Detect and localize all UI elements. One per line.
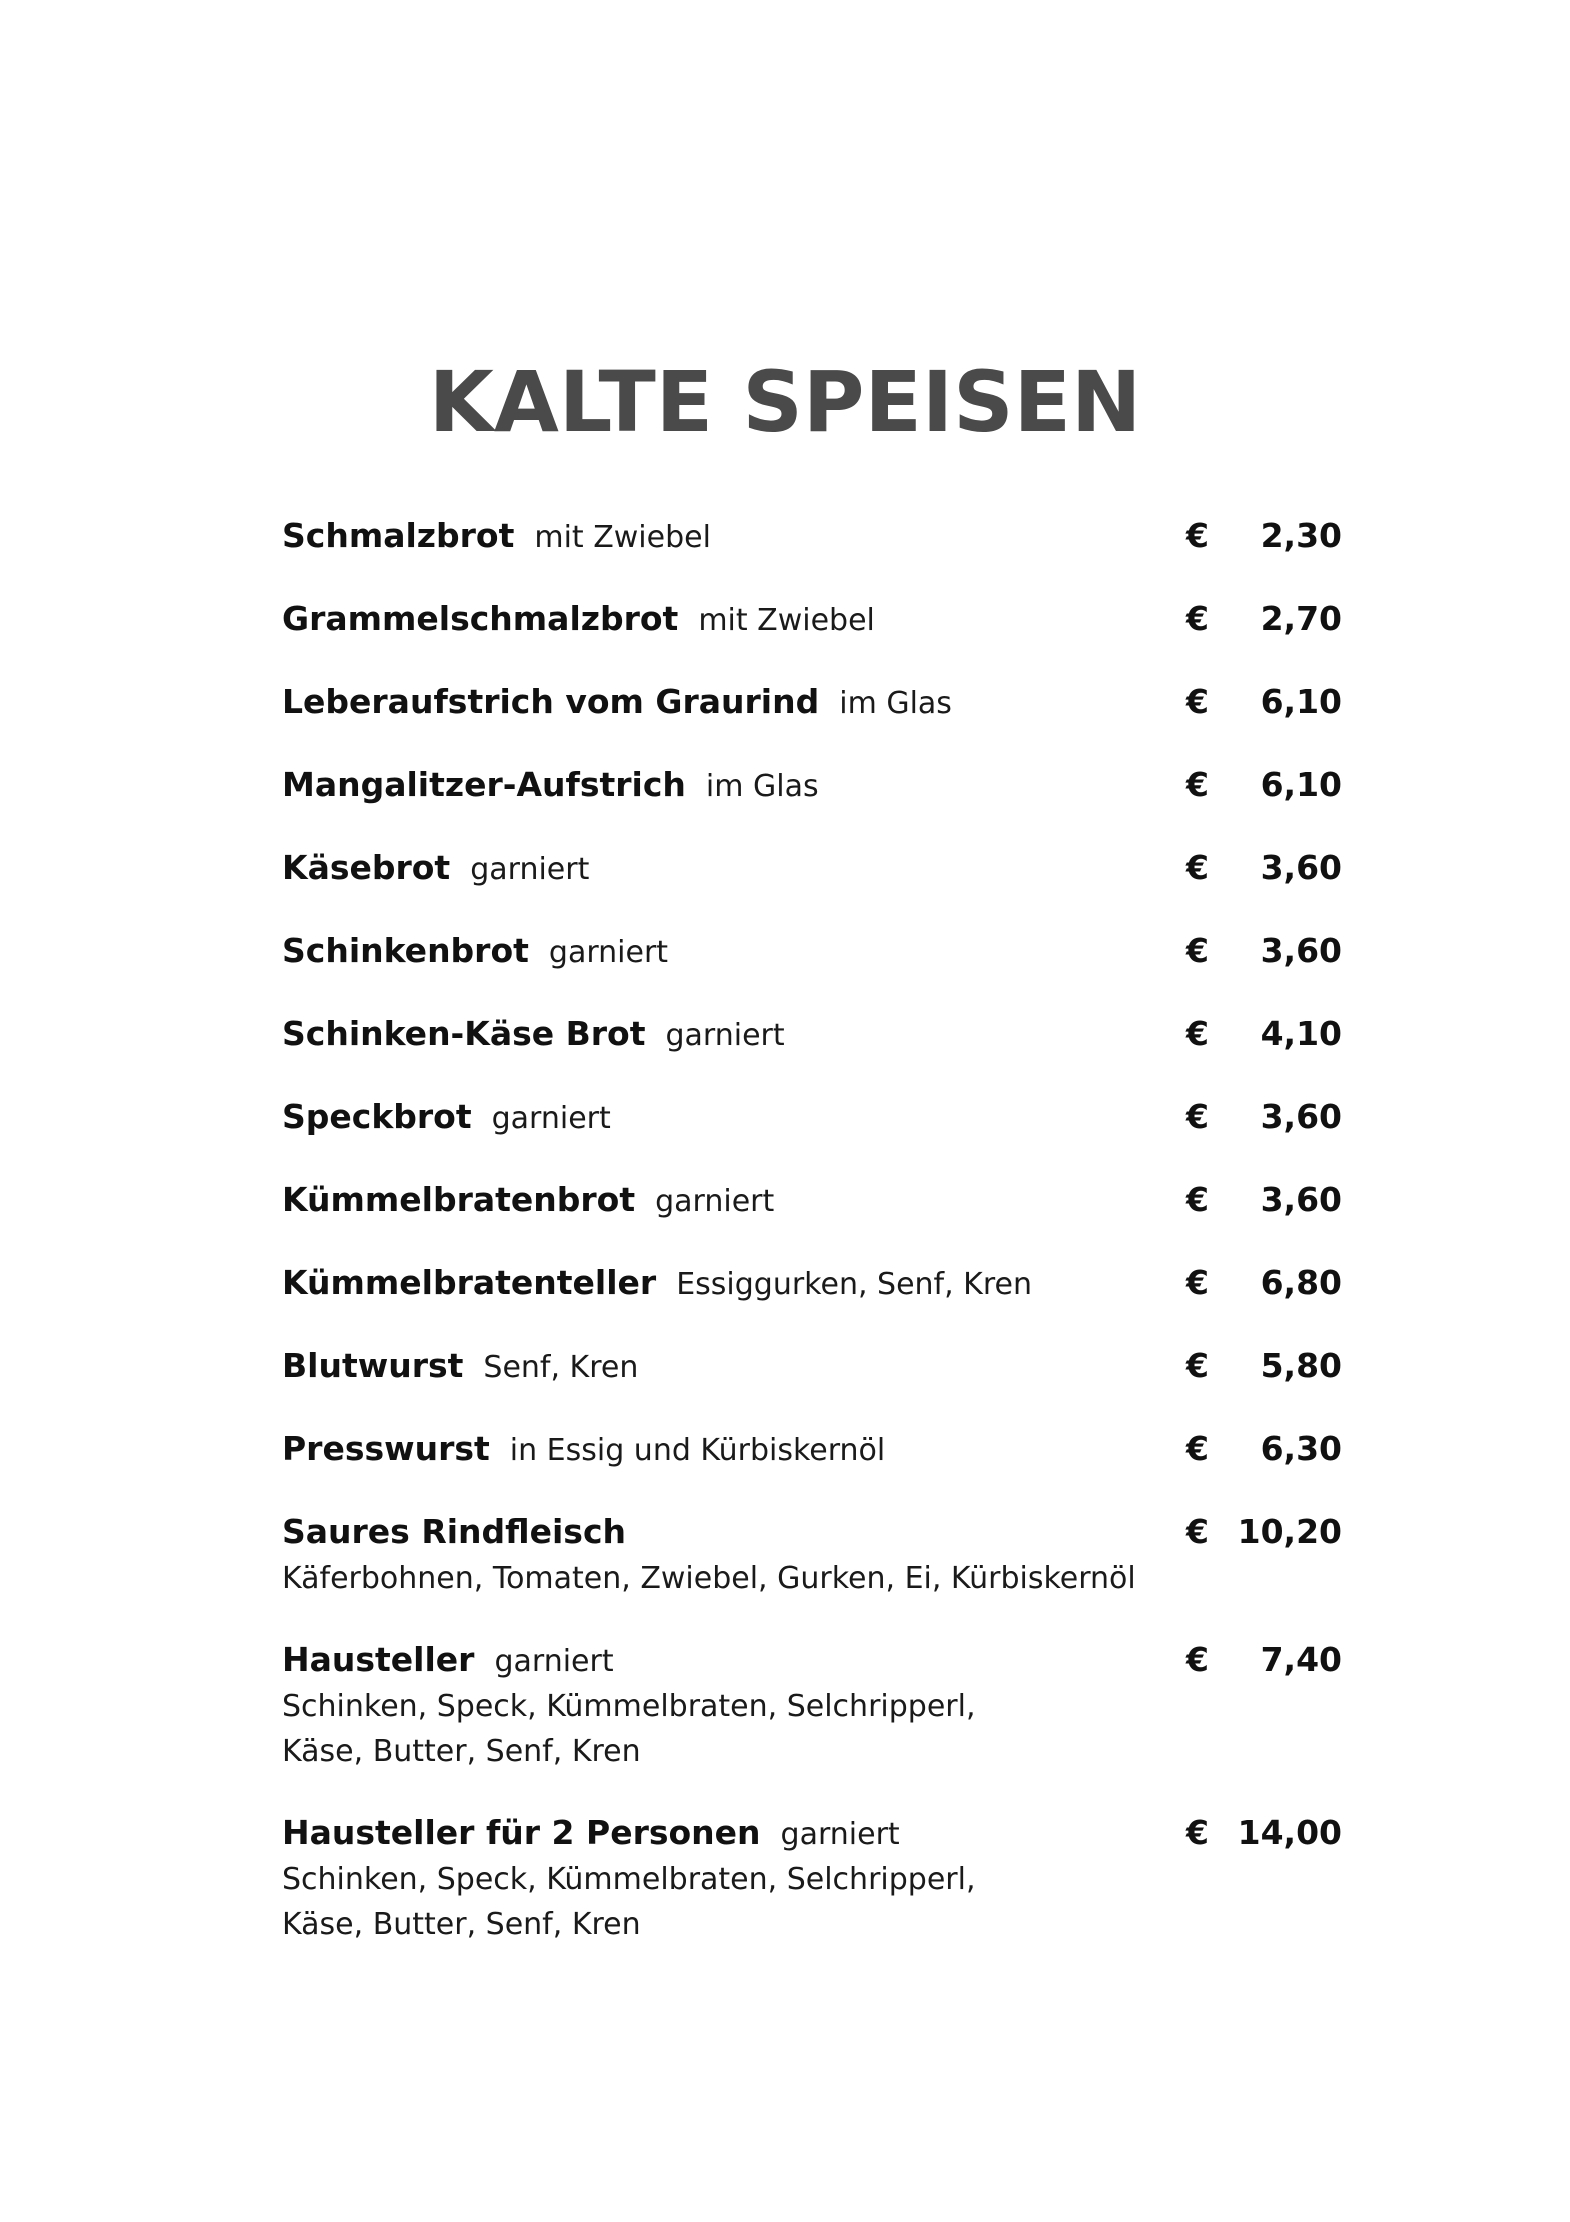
item-name: Blutwurst (282, 1346, 464, 1385)
item-price: 4,10 (1260, 1014, 1342, 1053)
item-name: Käsebrot (282, 848, 451, 887)
menu-item (282, 1010, 1342, 1058)
menu-item-line (282, 927, 1342, 975)
item-note: garniert (548, 935, 669, 970)
menu-item-line (282, 1425, 1342, 1473)
currency-symbol: € (1186, 1640, 1209, 1679)
menu-item (282, 844, 1342, 892)
menu-item (282, 761, 1342, 809)
currency-symbol: € (1186, 931, 1209, 970)
item-description: Schinken, Speck, Kümmelbraten, Selchripperl, (282, 1689, 976, 1724)
item-price: 7,40 (1260, 1640, 1342, 1679)
currency-symbol: € (1186, 765, 1209, 804)
item-price: 3,60 (1260, 1180, 1342, 1219)
currency-symbol: € (1186, 1429, 1209, 1468)
menu-item (282, 1093, 1342, 1141)
currency-symbol: € (1186, 1512, 1209, 1551)
menu-item-line (282, 1259, 1342, 1307)
item-description: Schinken, Speck, Kümmelbraten, Selchripperl, (282, 1862, 976, 1897)
item-note: Essiggurken, Senf, Kren (676, 1267, 1032, 1302)
currency-symbol: € (1186, 1097, 1209, 1136)
menu-item (282, 927, 1342, 975)
item-note: Senf, Kren (483, 1350, 639, 1385)
item-note: im Glas (839, 686, 952, 721)
currency-symbol: € (1186, 1263, 1209, 1302)
item-name: Schmalzbrot (282, 516, 515, 555)
item-name: Presswurst (282, 1429, 490, 1468)
item-price: 2,30 (1260, 516, 1342, 555)
menu-item (282, 678, 1342, 726)
menu-item (282, 1508, 1342, 1601)
menu-item-line (282, 595, 1342, 643)
menu-item-line (282, 844, 1342, 892)
menu-item-line (282, 678, 1342, 726)
item-name: Schinkenbrot (282, 931, 529, 970)
menu-item-line (282, 1636, 1342, 1684)
item-price: 3,60 (1260, 931, 1342, 970)
currency-symbol: € (1186, 1813, 1209, 1852)
menu-item (282, 1259, 1342, 1307)
item-note: garniert (655, 1184, 775, 1219)
item-price: 6,80 (1260, 1263, 1342, 1302)
currency-symbol: € (1186, 682, 1209, 721)
menu-item (282, 1809, 1342, 1947)
menu-item (282, 1176, 1342, 1224)
item-name: Schinken-Käse Brot (282, 1014, 646, 1053)
menu-item (282, 1636, 1342, 1774)
item-price: 10,20 (1237, 1512, 1342, 1551)
item-price: 6,10 (1260, 765, 1342, 804)
menu-item-line (282, 1010, 1342, 1058)
item-note: garniert (665, 1018, 785, 1053)
menu-item (282, 1425, 1342, 1473)
menu-item (282, 595, 1342, 643)
item-name: Mangalitzer-Aufstrich (282, 765, 686, 804)
item-name: Grammelschmalzbrot (282, 599, 679, 638)
item-price: 6,10 (1260, 682, 1342, 721)
item-note: garniert (494, 1644, 614, 1679)
currency-symbol: € (1186, 1180, 1209, 1219)
item-note: garniert (470, 852, 590, 887)
item-note: im Glas (705, 769, 819, 804)
menu-list (282, 512, 1342, 1982)
menu-item-line (282, 1176, 1342, 1224)
item-description: Käse, Butter, Senf, Kren (282, 1907, 641, 1942)
item-name: Kümmelbratenbrot (282, 1180, 636, 1219)
item-name: Kümmelbratenteller (282, 1263, 657, 1302)
menu-item (282, 1342, 1342, 1390)
currency-symbol: € (1186, 848, 1209, 887)
item-price: 3,60 (1260, 1097, 1342, 1136)
item-name: Leberaufstrich vom Graurind (282, 682, 820, 721)
item-note: mit Zwiebel (534, 520, 711, 555)
item-name: Hausteller (282, 1640, 475, 1679)
item-price: 5,80 (1260, 1346, 1342, 1385)
item-price: 14,00 (1237, 1813, 1342, 1852)
item-note: garniert (491, 1101, 611, 1136)
item-description: Käferbohnen, Tomaten, Zwiebel, Gurken, Ei, Kürbiskernöl (282, 1561, 1136, 1596)
item-price: 2,70 (1260, 599, 1342, 638)
item-description: Käse, Butter, Senf, Kren (282, 1734, 641, 1769)
item-price: 6,30 (1260, 1429, 1342, 1468)
item-price: 3,60 (1260, 848, 1342, 887)
menu-item (282, 512, 1342, 560)
currency-symbol: € (1186, 516, 1209, 555)
menu-item-line (282, 512, 1342, 560)
menu-item-line (282, 1508, 1342, 1556)
currency-symbol: € (1186, 599, 1209, 638)
menu-item-line (282, 1809, 1342, 1857)
currency-symbol: € (1186, 1014, 1209, 1053)
menu-item-line (282, 1093, 1342, 1141)
item-note: in Essig und Kürbiskernöl (509, 1433, 886, 1468)
menu-item-line (282, 1342, 1342, 1390)
item-name: Hausteller für 2 Personen (282, 1813, 761, 1852)
item-name: Saures Rindfleisch (282, 1512, 627, 1551)
page-title: KALTE SPEISEN (428, 353, 1142, 451)
item-note: mit Zwiebel (698, 603, 875, 638)
item-name: Speckbrot (282, 1097, 472, 1136)
item-note: garniert (780, 1817, 900, 1852)
menu-item-line (282, 761, 1342, 809)
currency-symbol: € (1186, 1346, 1209, 1385)
